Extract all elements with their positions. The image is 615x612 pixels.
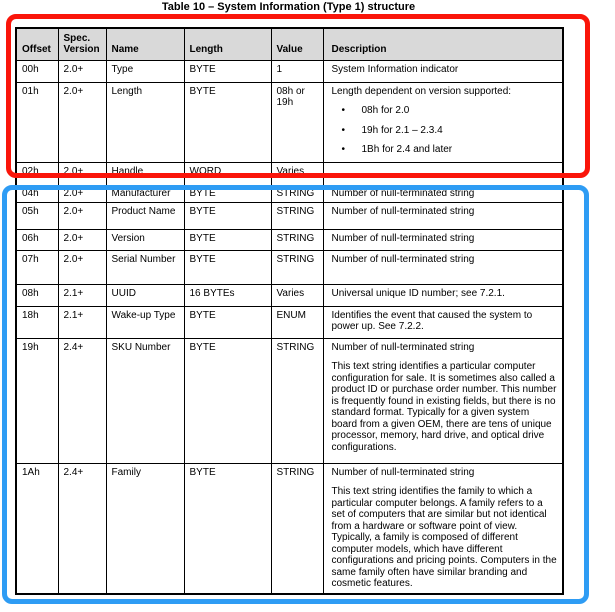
list-item-text: 1Bh for 2.4 and later: [361, 144, 453, 155]
cell-length: BYTE: [184, 202, 271, 229]
cell-offset: 01h: [16, 82, 58, 162]
cell-description: System Information indicator: [323, 60, 563, 82]
list-item: [332, 144, 558, 156]
cell-value: Varies: [271, 162, 323, 186]
cell-description: Identifies the event that caused the system to power up. See 7.2.2.: [323, 306, 563, 338]
cell-length: BYTE: [184, 82, 271, 162]
cell-length: BYTE: [184, 338, 271, 463]
table-row-07h: [16, 250, 563, 284]
header-description: Description: [323, 28, 563, 60]
cell-spec-version: 2.0+: [58, 202, 106, 229]
cell-offset: 06h: [16, 229, 58, 250]
table-row-19h: [16, 338, 563, 463]
cell-description: [323, 338, 563, 463]
table-row-01h: [16, 82, 563, 162]
cell-offset: 02h: [16, 162, 58, 186]
cell-description: Universal unique ID number; see 7.2.1.: [323, 284, 563, 306]
cell-description: Number of null-terminated string: [323, 186, 563, 202]
cell-offset: 18h: [16, 306, 58, 338]
description-paragraph: This text string identifies a particular computer configuration for sale. It is sometimes also called a product ID or purchase order number. This number is frequently found in existing fields, but there is no standard format. Typically for a given system board from a given OEM, there are tens of unique processor, memory, hard drive, and optical drive configurations.: [331, 361, 557, 453]
cell-value: ENUM: [271, 306, 323, 338]
cell-length: BYTE: [184, 250, 271, 284]
cell-name: Wake-up Type: [106, 306, 184, 338]
cell-description: Number of null-terminated string: [323, 250, 563, 284]
cell-length: BYTE: [184, 186, 271, 202]
cell-spec-version: 2.0+: [58, 60, 106, 82]
cell-description: Number of null-terminated string: [323, 202, 563, 229]
cell-value: STRING: [271, 463, 323, 594]
table-row-02h: [16, 162, 563, 186]
table-header-row: [16, 28, 563, 60]
header-value: Value: [271, 28, 323, 60]
cell-name: Version: [106, 229, 184, 250]
system-information-table: [15, 27, 564, 595]
header-name: Name: [106, 28, 184, 60]
cell-length: BYTE: [184, 229, 271, 250]
cell-name: UUID: [106, 284, 184, 306]
cell-spec-version: 2.1+: [58, 306, 106, 338]
description-intro: Length dependent on version supported:: [331, 85, 512, 97]
cell-value: 08h or 19h: [271, 82, 323, 162]
cell-name: Length: [106, 82, 184, 162]
bullet-icon: •: [341, 124, 346, 136]
cell-value: STRING: [271, 186, 323, 202]
cell-length: BYTE: [184, 463, 271, 594]
cell-description: [323, 162, 563, 186]
table-row-05h: [16, 202, 563, 229]
cell-offset: 05h: [16, 202, 58, 229]
cell-value: 1: [271, 60, 323, 82]
cell-value: STRING: [271, 229, 323, 250]
header-offset: Offset: [16, 28, 58, 60]
cell-spec-version: 2.0+: [58, 229, 106, 250]
table-row-04h: [16, 186, 563, 202]
list-item-text: 08h for 2.0: [361, 105, 410, 116]
description-paragraph: Number of null-terminated string: [331, 466, 475, 478]
cell-spec-version: 2.0+: [58, 250, 106, 284]
cell-offset: 1Ah: [16, 463, 58, 594]
cell-spec-version: 2.0+: [58, 162, 106, 186]
table-row-00h: [16, 60, 563, 82]
header-spec-version: Spec. Version: [58, 28, 106, 60]
bullet-icon: •: [341, 144, 346, 155]
cell-spec-version: 2.4+: [58, 463, 106, 594]
cell-description: [323, 463, 563, 594]
table-caption: Table 10 – System Information (Type 1) structure: [161, 1, 416, 13]
cell-spec-version: 2.4+: [58, 338, 106, 463]
description-paragraph: This text string identifies the family to which a particular computer belongs. A family refers to a set of computers that are similar but not identical from a hardware or software point of view. Typically, a family is composed of different computer models, which have different configurations and pricing points. Computers in the same family often have similar branding and cosmetic features.: [331, 486, 557, 589]
cell-length: 16 BYTEs: [184, 284, 271, 306]
table-row-06h: [16, 229, 563, 250]
description-paragraph: Number of null-terminated string: [331, 341, 475, 353]
cell-name: Type: [106, 60, 184, 82]
cell-name: Family: [106, 463, 184, 594]
cell-offset: 08h: [16, 284, 58, 306]
cell-length: WORD: [184, 162, 271, 186]
cell-description: Number of null-terminated string: [323, 229, 563, 250]
cell-offset: 04h: [16, 186, 58, 202]
list-item: [332, 125, 558, 137]
table-row-1Ah: [16, 463, 563, 594]
cell-name: Product Name: [106, 202, 184, 229]
cell-name: Manufacturer: [106, 186, 184, 202]
cell-spec-version: 2.1+: [58, 284, 106, 306]
cell-description: [323, 82, 563, 162]
cell-name: Serial Number: [106, 250, 184, 284]
cell-value: STRING: [271, 202, 323, 229]
list-item: [332, 105, 558, 117]
table-row-08h: [16, 284, 563, 306]
cell-value: STRING: [271, 250, 323, 284]
cell-name: Handle: [106, 162, 184, 186]
cell-offset: 07h: [16, 250, 58, 284]
cell-offset: 00h: [16, 60, 58, 82]
bullet-icon: •: [341, 105, 346, 116]
list-item-text: 19h for 2.1 – 2.3.4: [361, 124, 443, 136]
cell-offset: 19h: [16, 338, 58, 463]
header-length: Length: [184, 28, 271, 60]
cell-value: STRING: [271, 338, 323, 463]
cell-name: SKU Number: [106, 338, 184, 463]
cell-value: Varies: [271, 284, 323, 306]
cell-spec-version: 2.0+: [58, 82, 106, 162]
table-row-18h: [16, 306, 563, 338]
cell-spec-version: 2.0+: [58, 186, 106, 202]
cell-length: BYTE: [184, 306, 271, 338]
cell-length: BYTE: [184, 60, 271, 82]
